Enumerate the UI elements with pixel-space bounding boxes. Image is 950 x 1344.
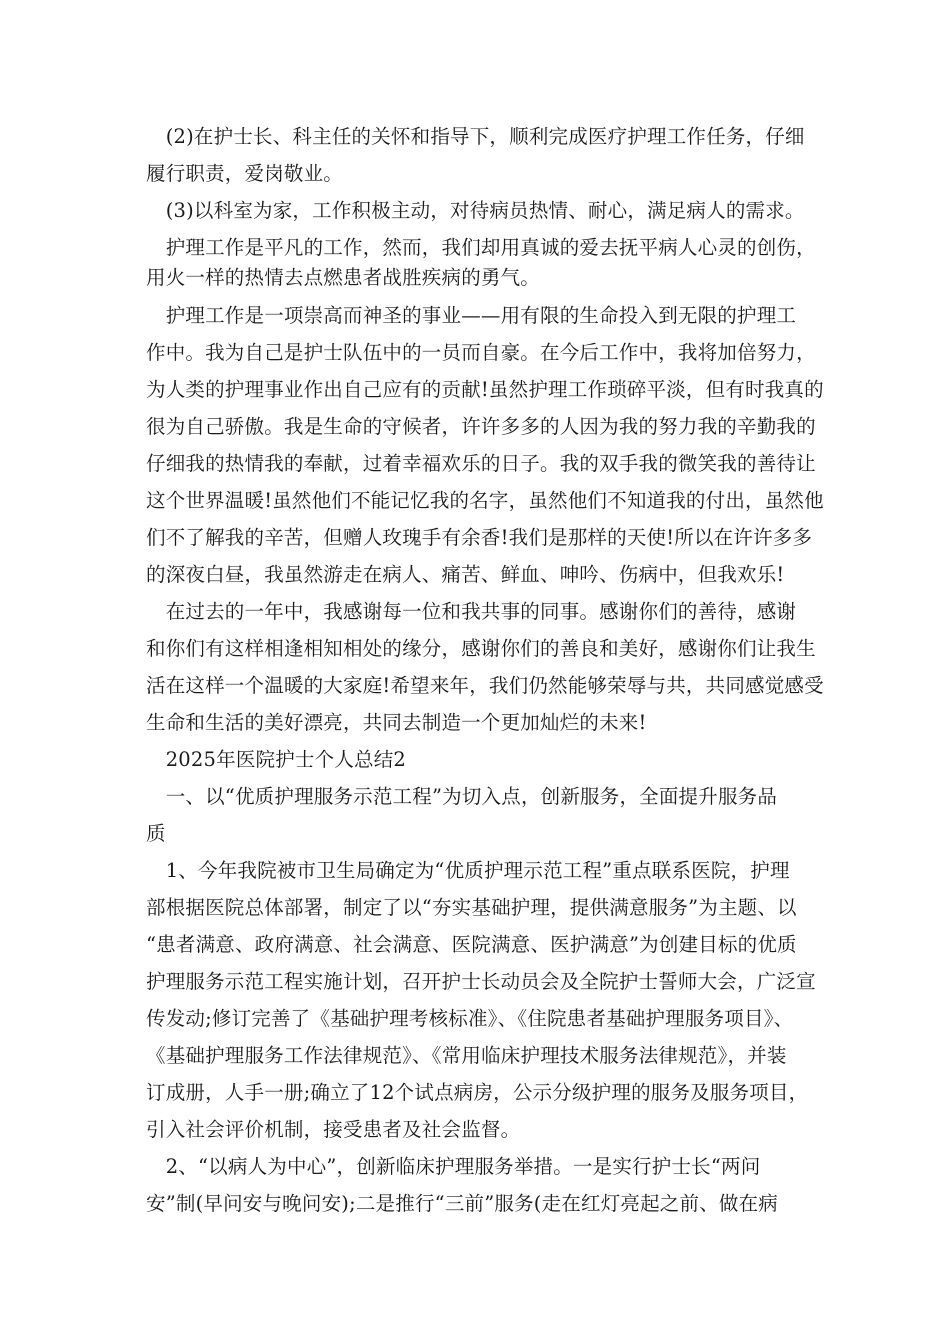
text-line: 仔细我的热情我的奉献，过着幸福欢乐的日子。我的双手我的微笑我的善待让 [146, 452, 816, 475]
text-line: (3)以科室为家，工作积极主动，对待病员热情、耐心，满足病人的需求。 [146, 199, 805, 222]
text-line: 2、“以病人为中心”，创新临床护理服务举措。一是实行护士长“两问 [146, 1155, 761, 1178]
text-line: 这个世界温暖!虽然他们不能记忆我的名字，虽然他们不知道我的付出，虽然他 [146, 489, 824, 512]
text-line: 一、以“优质护理服务示范工程”为切入点，创新服务，全面提升服务品 [146, 785, 778, 808]
text-line: 很为自己骄傲。我是生命的守候者，许许多多的人因为我的努力我的辛勤我的 [146, 415, 816, 438]
text-line: 活在这样一个温暖的大家庭!希望来年，我们仍然能够荣辱与共，共同感觉感受 [146, 674, 824, 697]
text-line: 们不了解我的辛苦，但赠人玫瑰手有余香!我们是那样的天使!所以在许许多多 [146, 526, 813, 549]
text-line: (2)在护士长、科主任的关怀和指导下，顺利完成医疗护理工作任务，仔细 [146, 125, 805, 148]
text-line: 引入社会评价机制，接受患者及社会监督。 [146, 1118, 521, 1141]
text-line: 安”制(早问安与晚问安);二是推行“三前”服务(走在红灯亮起之前、做在病 [146, 1192, 779, 1215]
text-line: 和你们有这样相逢相知相处的缘分，感谢你们的善良和美好，感谢你们让我生 [146, 637, 816, 660]
text-line: 在过去的一年中，我感谢每一位和我共事的同事。感谢你们的善待，感谢 [146, 600, 797, 623]
text-line: 《基础护理服务工作法律规范》、《常用临床护理技术服务法律规范》，并装 [146, 1044, 787, 1067]
text-line: 生命和生活的美好漂亮，共同去制造一个更加灿烂的未来! [146, 711, 647, 734]
text-line: 质 [146, 822, 166, 845]
text-line: 护理服务示范工程实施计划，召开护士长动员会及全院护士誓师大会，广泛宣 [146, 970, 816, 993]
text-line: 护理工作是一项崇高而神圣的事业——用有限的生命投入到无限的护理工 [146, 304, 797, 327]
text-line: 为人类的护理事业作出自己应有的贡献!虽然护理工作琐碎平淡，但有时我真的 [146, 378, 824, 401]
text-line: 订成册，人手一册;确立了12个试点病房，公示分级护理的服务及服务项目， [146, 1081, 809, 1104]
text-line: “患者满意、政府满意、社会满意、医院满意、医护满意”为创建目标的优质 [146, 933, 797, 956]
text-line: 部根据医院总体部署，制定了以“夯实基础护理，提供满意服务”为主题、以 [146, 896, 797, 919]
text-line: 护理工作是平凡的工作，然而，我们却用真诚的爱去抚平病人心灵的创伤， [146, 236, 816, 259]
text-line: 1、今年我院被市卫生局确定为“优质护理示范工程”重点联系医院，护理 [146, 859, 790, 882]
text-line: 用火一样的热情去点燃患者战胜疾病的勇气。 [146, 266, 541, 289]
text-line: 履行职责，爱岗敬业。 [146, 162, 344, 185]
section-heading: 2025年医院护士个人总结2 [146, 748, 407, 771]
text-line: 的深夜白昼，我虽然游走在病人、痛苦、鲜血、呻吟、伤病中，但我欢乐! [146, 563, 785, 586]
text-line: 作中。我为自己是护士队伍中的一员而自豪。在今后工作中，我将加倍努力， [146, 341, 816, 364]
text-line: 传发动;修订完善了《基础护理考核标准》、《住院患者基础护理服务项目》、 [146, 1007, 794, 1030]
